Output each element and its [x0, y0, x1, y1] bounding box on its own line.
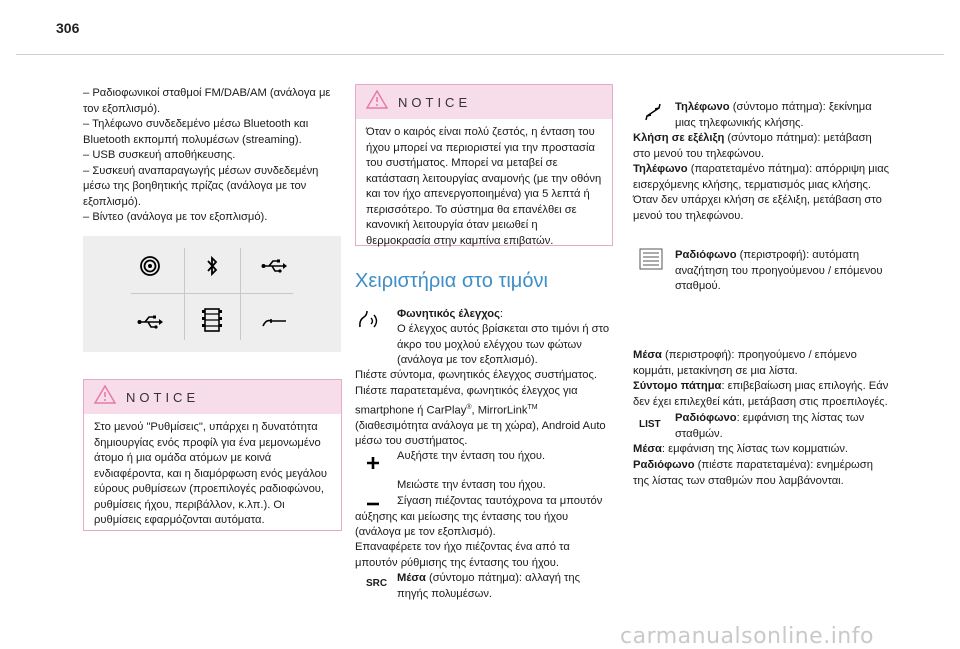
divider — [131, 293, 293, 294]
radio3-description: (πιέστε παρατεταμένα): ενημέρωση της λίστας των σταθμών που λαμβάνονται. — [633, 459, 873, 487]
radio2-description: : εμφάνιση της λίστας των σταθμών. — [675, 412, 865, 440]
radio2-bold: Ραδιόφωνο — [675, 412, 737, 424]
radio-rotate-text — [675, 248, 891, 295]
radio-update-text — [633, 458, 891, 489]
media2-description: : εμφάνιση της λίστας των κομματιών. — [661, 443, 849, 455]
usb-icon — [259, 251, 289, 281]
radio-description: (περιστροφή): αυτόματη αναζήτηση του προηγούμενου / επόμενου σταθμού. — [675, 249, 883, 292]
warning-icon — [94, 385, 116, 409]
notice-title: NOTICE — [126, 389, 200, 405]
media-rotate-text — [633, 348, 891, 379]
call-bold: Κλήση σε εξέλιξη — [633, 132, 725, 144]
notice-header — [356, 85, 612, 119]
list-scroll-icon — [637, 248, 665, 275]
bluetooth-icon — [197, 251, 227, 281]
phone-long-text — [633, 162, 891, 224]
list-item: – USB συσκευή αποθήκευσης. — [83, 149, 236, 161]
section-title: Χειριστήρια στο τιμόνι — [355, 270, 548, 292]
radio-list-text — [675, 411, 891, 442]
radio3-bold: Ραδιόφωνο — [633, 459, 695, 471]
short-press-text — [633, 379, 891, 410]
phone2-bold: Τηλέφωνο — [633, 163, 688, 175]
voice-control-text — [355, 322, 613, 369]
voice-control-heading — [397, 307, 613, 323]
volume-down-text: Μειώστε την ένταση του ήχου. — [397, 479, 546, 491]
list-item: – Βίντεο (ανάλογα με τον εξοπλισμό). — [83, 211, 268, 223]
notice-profiles — [83, 379, 342, 531]
radio-bold: Ραδιόφωνο — [675, 249, 737, 261]
phone-icon — [643, 102, 663, 127]
notice-temperature — [355, 84, 613, 246]
media2-bold: Μέσα — [633, 443, 662, 455]
src-bold: Μέσα — [397, 572, 426, 584]
voice-long-b: , MirrorLink — [471, 404, 528, 417]
list-item: – Τηλέφωνο συνδεδεμένο μέσω Bluetooth και Bluetooth εκπομπή πολυμέσων (streaming). — [83, 118, 309, 146]
trademark-mark: TM — [527, 403, 538, 411]
phone2-description: (παρατεταμένο πάτημα): απόρριψη μιας εισερχόμενης κλήσης, τερματισμός μιας κλήσης. Όταν δεν υπάρχει κλήση σε εξέλιξη, μετάβαση στο μενού του τηλεφώνου. — [633, 163, 890, 222]
media-list-text — [633, 442, 891, 458]
voice-line — [355, 322, 613, 369]
video-icon — [197, 305, 227, 335]
top-rule — [16, 54, 944, 55]
voice-press-short: Πιέστε σύντομα, φωνητικός έλεγχος συστήματος. — [355, 369, 598, 381]
notice-header — [84, 380, 341, 414]
call-description: (σύντομο πάτημα): μετάβαση στο μενού του τηλεφώνου. — [633, 132, 872, 160]
voice-press-long — [355, 384, 613, 450]
notice-title: NOTICE — [398, 94, 472, 110]
mute-text — [355, 494, 613, 541]
src-icon: SRC — [366, 578, 388, 589]
notice-body: Στο μενού "Ρυθμίσεις", υπάρχει η δυνατότητα δημιουργίας ενός προφίλ για ένα μεμονωμένο άτομο ή μια ομάδα ατόμων με κοινά ενδιαφέροντα, και η διαμόρφωση ενός μεγάλου εύρους ρυθμίσεων (προεπιλογές ραδιοφώνου, ρυθμίσεις ήχου, περιβάλλον, κ.λπ.). Οι ρυθμίσεις εφαρμόζονται αυτόματα. — [94, 421, 327, 526]
media-sources-list — [83, 86, 341, 226]
divider — [240, 248, 241, 340]
list-item: – Συσκευή αναπαραγωγής μέσων συνδεδεμένη μέσω της βοηθητικής πρίζας (ανάλογα με τον εξοπλισμό). — [83, 164, 319, 208]
media-source-icons — [83, 236, 341, 352]
plus-icon — [366, 456, 380, 475]
media-description: (περιστροφή): προηγούμενο / επόμενο κομμάτι, μετακίνηση σε μια λίστα. — [633, 349, 857, 377]
voice-long-c: (διαθεσιμότητα ανάλογα με τη χώρα), Android Auto μέσω του συστήματος. — [355, 419, 606, 448]
divider — [184, 248, 185, 340]
media-bold: Μέσα — [633, 349, 662, 361]
voice-description: Ο έλεγχος αυτός βρίσκεται στο τιμόνι ή στο άκρο του μοχλού ελέγχου των φώτων (ανάλογα με τον εξοπλισμό). — [397, 323, 610, 366]
list-icon: LIST — [639, 419, 661, 430]
page-number: 306 — [56, 20, 80, 36]
short-description: : επιβεβαίωση μιας επιλογής. Εάν δεν έχει επιλεχθεί κάτι, μετάβαση στις προεπιλογές. — [633, 380, 889, 408]
voice-long-a: Πιέστε παρατεταμένα, φωνητικός έλεγχος για smartphone ή CarPlay — [355, 385, 578, 417]
volume-up-text: Αυξήστε την ένταση του ήχου. — [397, 450, 546, 462]
mute-description: Σίγαση πιέζοντας ταυτόχρονα τα μπουτόν αύξησης και μείωσης της έντασης του ήχου (ανάλογα με τον εξοπλισμό). — [355, 495, 603, 538]
notice-body: Όταν ο καιρός είναι πολύ ζεστός, η ένταση του ήχου μπορεί να περιοριστεί για την προστασία του συστήματος. Μπορεί να μεταβεί σε κατάσταση λειτουργίας αναμονής (με την οθόνη και τον ήχο απενεργοποιημένα) για 5 λεπτά ή περισσότερο. Το σύστημα θα επανέλθει σε κανονική λειτουργία όταν μειωθεί η θερμοκρασία στην καμπίνα επιβατών. — [366, 126, 602, 247]
registered-mark: ® — [466, 403, 472, 411]
list-item: – Ραδιοφωνικοί σταθμοί FM/DAB/AM (ανάλογα με τον εξοπλισμό). — [83, 87, 331, 115]
phone-description: (σύντομο πάτημα): ξεκίνημα μιας τηλεφωνικής κλήσης. — [675, 101, 872, 129]
watermark: carmanualsonline.info — [620, 624, 874, 649]
voice-control-label: Φωνητικός έλεγχος — [397, 308, 500, 320]
voice-control-colon: : — [499, 308, 504, 320]
radio-icon — [135, 251, 165, 281]
short-bold: Σύντομο πάτημα — [633, 380, 722, 392]
restore-sound-text: Επαναφέρετε τον ήχο πιέζοντας ένα από τα μπουτόν ρύθμισης της έντασης του ήχου. — [355, 541, 570, 569]
usb-icon — [135, 307, 165, 337]
src-description: (σύντομο πάτημα): αλλαγή της πηγής πολυμέσων. — [397, 572, 581, 600]
call-in-progress-text — [633, 131, 891, 162]
src-text — [397, 571, 613, 602]
phone-short-text — [675, 100, 891, 131]
phone-bold: Τηλέφωνο — [675, 101, 730, 113]
aux-jack-icon — [259, 307, 289, 337]
warning-icon — [366, 90, 388, 114]
